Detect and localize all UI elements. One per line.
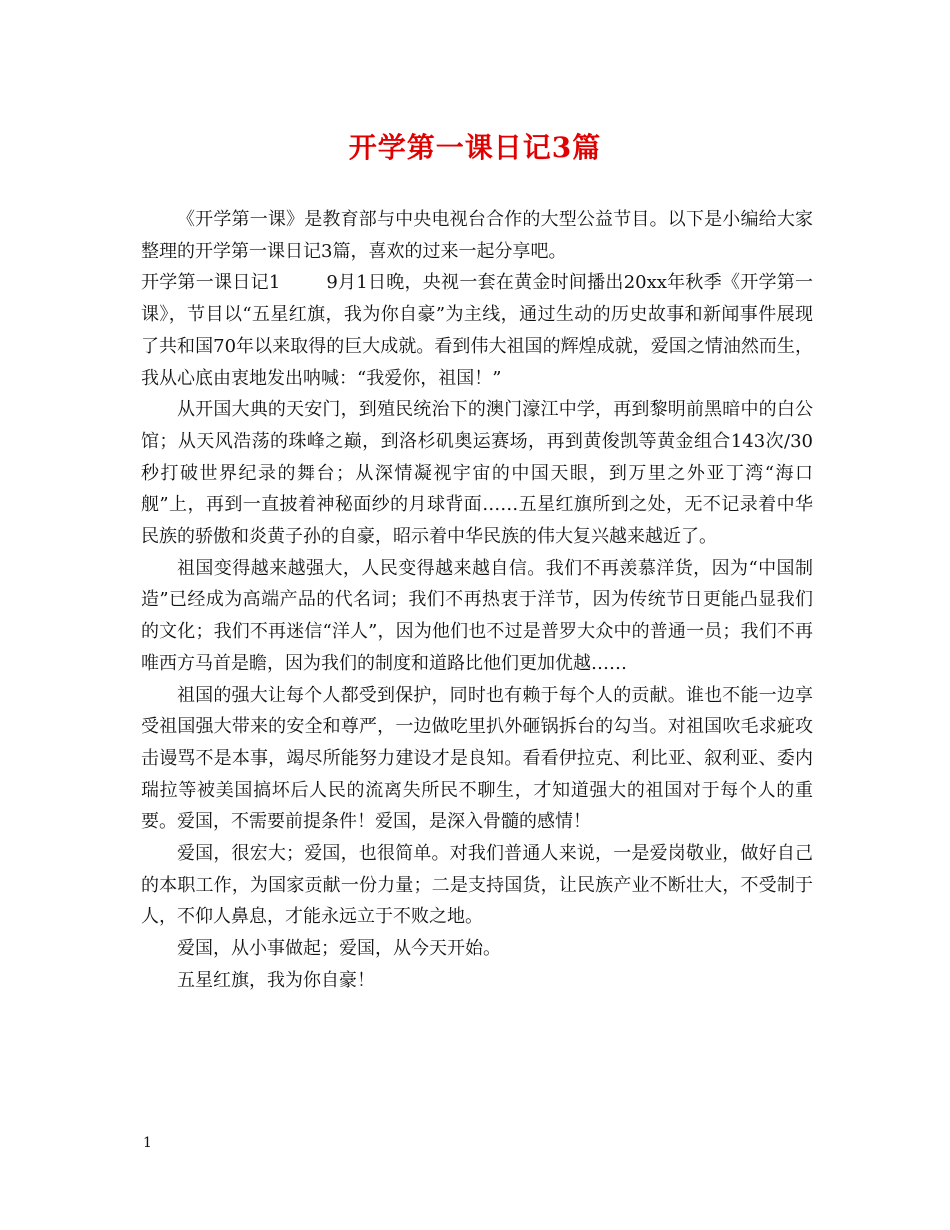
document-title: 开学第一课日记3篇	[348, 131, 602, 164]
page-number: 1	[143, 1135, 152, 1151]
intro-paragraph: 《开学第一课》是教育部与中央电视台合作的大型公益节目。以下是小编给大家整理的开学第一课日记3篇，喜欢的过来一起分享吧。	[141, 209, 813, 262]
body-paragraph: 从开国大典的天安门，到殖民统治下的澳门濠江中学，再到黎明前黑暗中的白公馆；从天风浩荡的珠峰之巅，到洛杉矶奥运赛场，再到黄俊凯等黄金组合143次/30秒打破世界纪录的舞台；从深情凝视宇宙的中国天眼，到万里之外亚丁湾“海口舰”上，再到一直披着神秘面纱的月球背面……五星红旗所到之处，无不记录着中华民族的骄傲和炎黄子孙的自豪，昭示着中华民族的伟大复兴越来越近了。	[141, 399, 813, 548]
body-paragraph: 爱国，很宏大；爱国，也很简单。对我们普通人来说，一是爱岗敬业，做好自己的本职工作，为国家贡献一份力量；二是支持国货，让民族产业不断壮大，不受制于人，不仰人鼻息，才能永远立于不败之地。	[141, 843, 813, 928]
closing-line: 五星红旗，我为你自豪！	[177, 969, 375, 991]
body-paragraph: 祖国的强大让每个人都受到保护，同时也有赖于每个人的贡献。谁也不能一边享受祖国强大带来的安全和尊严，一边做吃里扒外砸锅拆台的勾当。对祖国吹毛求疵攻击谩骂不是本事，竭尽所能努力建设才是良知。看看伊拉克、利比亚、叙利亚、委内瑞拉等被美国搞坏后人民的流离失所民不聊生，才知道强大的祖国对于每个人的重要。爱国，不需要前提条件！爱国，是深入骨髓的感情！	[141, 684, 813, 833]
body-paragraph: 爱国，从小事做起；爱国，从今天开始。	[177, 938, 501, 960]
diary-entry-first-paragraph	[141, 267, 813, 394]
diary-entry-text: 9月1日晚，央视一套在黄金时间播出20xx年秋季《开学第一课》，节目以“五星红旗，我为你自豪”为主线，通过生动的历史故事和新闻事件展现了共和国70年以来取得的巨大成就。看到伟大祖国的辉煌成就，爱国之情油然而生，我从心底由衷地发出呐喊：“我爱你，祖国！”	[141, 272, 814, 389]
diary-entry-label: 开学第一课日记1	[141, 272, 281, 294]
body-paragraph: 祖国变得越来越强大，人民变得越来越自信。我们不再羡慕洋货，因为“中国制造”已经成为高端产品的代名词；我们不再热衷于洋节，因为传统节日更能凸显我们的文化；我们不再迷信“洋人”，因为他们也不过是普罗大众中的普通一员；我们不再唯西方马首是瞻，因为我们的制度和道路比他们更加优越……	[141, 557, 813, 674]
document-body	[141, 204, 813, 997]
